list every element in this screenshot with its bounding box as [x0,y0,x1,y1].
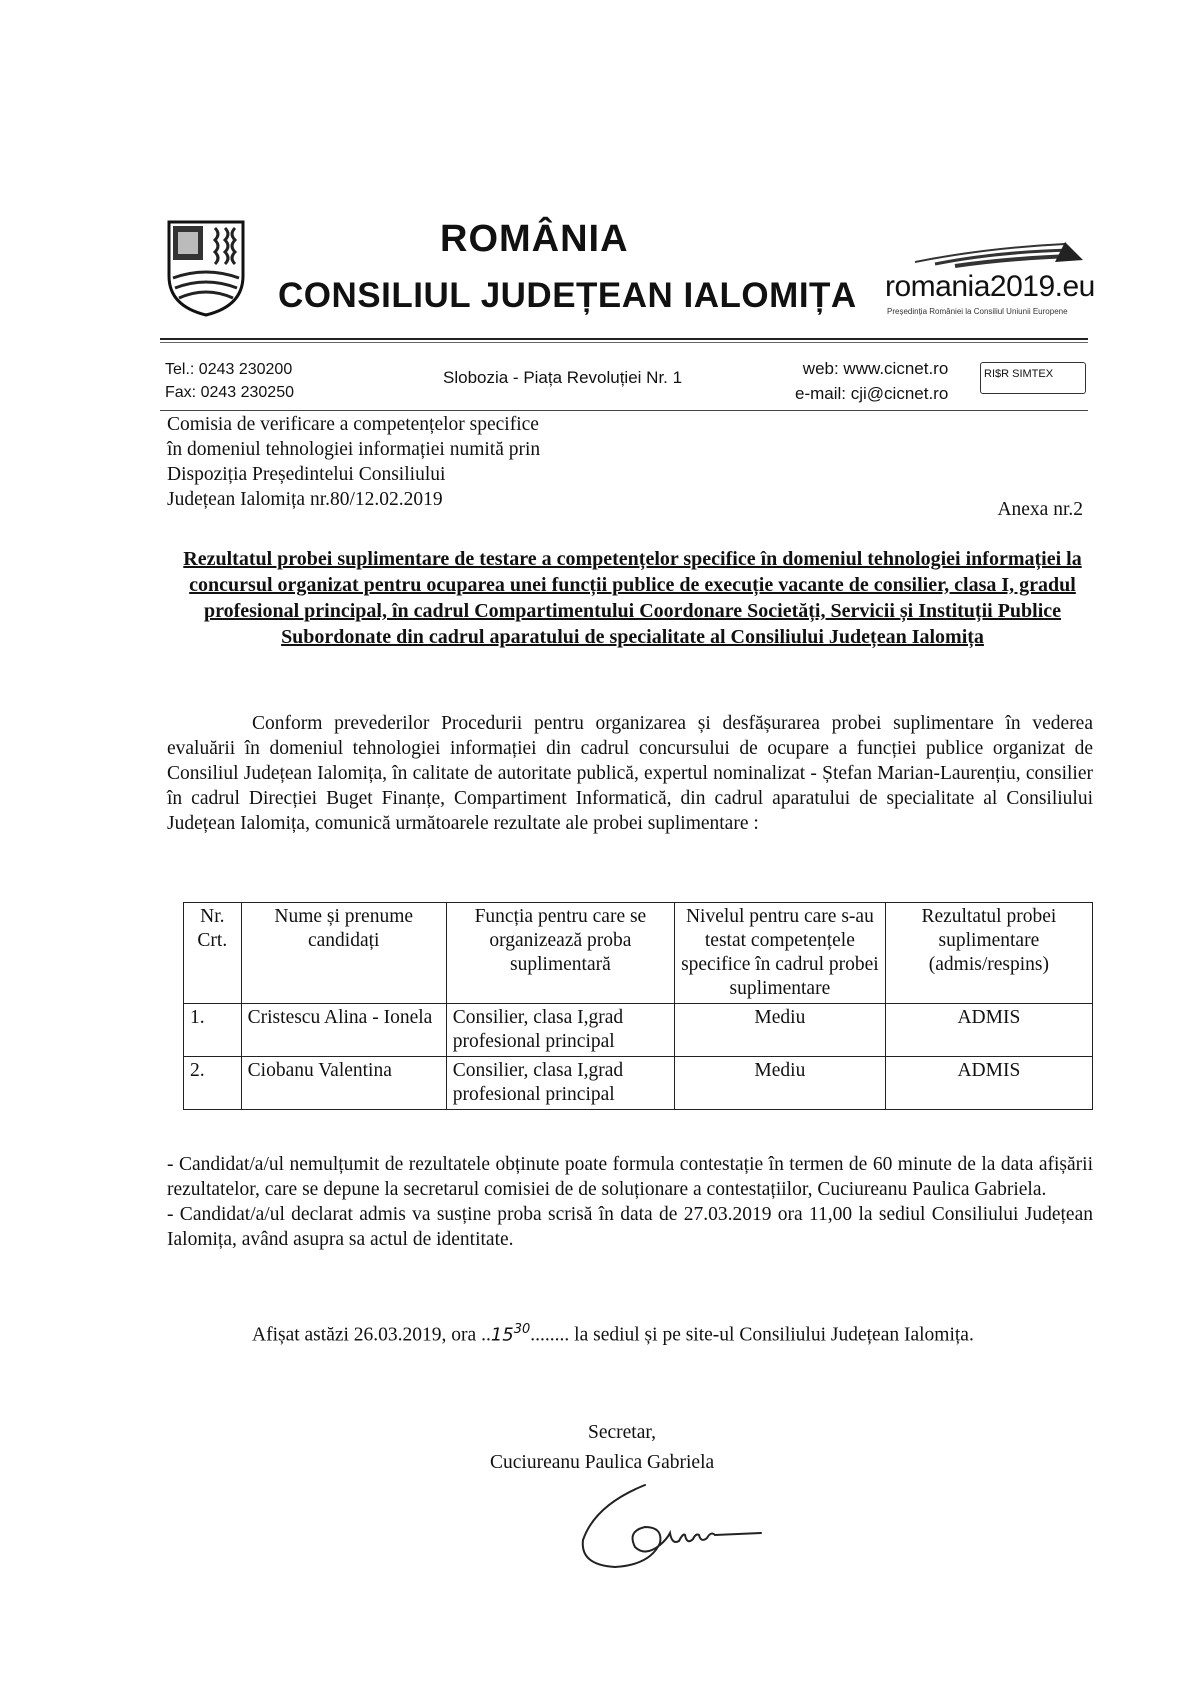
column-header-position: Funcția pentru care se organizează proba suplimentară [446,903,674,1004]
contact-web [795,356,948,406]
county-coat-of-arms-icon [165,218,247,318]
notes-block [167,1152,1093,1252]
column-header-nr: Nr. Crt. [184,903,242,1004]
posted-dots-before: .. [481,1324,491,1346]
phone-number: Tel.: 0243 230200 [165,361,293,378]
header-divider-thin [160,342,1088,343]
commission-line: Județean Ialomița nr.80/12.02.2019 [167,489,443,510]
header-divider [160,338,1088,340]
posted-text-before: Afișat astăzi 26.03.2019, ora [252,1324,482,1346]
intro-paragraph: Conform prevederilor Procedurii pentru organizarea și desfășurarea probei suplimentare în vederea evaluării în domeniul tehnologiei informației din cadrul concursului de ocupare a funcției publice organizat de Consiliul Județean Ialomița, în calitate de autoritate publică, expertul nominalizat - Ștefan Marian-Laurențiu, consilier în cadrul Direcției Buget Finanțe, Compartiment Informatică, din cadrul aparatului de specialitate al Consiliului Județean Ialomița, comunică următoarele rezultate ale probei suplimentare : [167,713,1093,834]
cell-result: ADMIS [885,1057,1092,1110]
posted-statement [167,1316,1093,1350]
commission-line: Comisia de verificare a competențelor specifice [167,414,539,435]
eu-presidency-flag-icon [915,240,1085,268]
commission-block [167,412,540,512]
results-table [183,902,1093,1110]
fax-number: Fax: 0243 230250 [165,384,294,401]
presidency-logo-text: romania2019.eu [885,270,1095,303]
contact-phones [165,358,294,404]
table-row [184,1004,1093,1057]
cell-nr: 2. [184,1057,242,1110]
posted-dots: ........ [530,1324,570,1346]
column-header-level: Nivelul pentru care s-au testat competențele specifice în cadrul probei suplimentare [675,903,886,1004]
commission-line: în domeniul tehnologiei informației numită prin [167,439,541,460]
annex-number: Anexa nr.2 [997,499,1083,520]
handwritten-signature [575,1465,765,1575]
table-row [184,1057,1093,1110]
signatory-role: Secretar, [588,1422,656,1443]
cell-nr: 1. [184,1004,242,1057]
column-header-name: Nume și prenume candidați [241,903,446,1004]
posted-text-after: la sediul și pe site-ul Consiliului Județean Ialomița. [569,1324,974,1346]
signatory-name: Cuciureanu Paulica Gabriela [490,1452,715,1473]
cell-position: Consilier, clasa I,grad profesional principal [446,1004,674,1057]
cell-position: Consilier, clasa I,grad profesional principal [446,1057,674,1110]
contact-divider [160,410,1088,411]
document-title: Rezultatul probei suplimentare de testare a competențelor specifice în domeniul tehnologiei informației la concursul organizat pentru ocuparea unei funcții publice de execuție vacante de consilier, clasa I, gradul profesional principal, în cadrul Compartimentului Coordonare Societăți, Servicii și Instituții Publice Subordonate din cadrul aparatului de specialitate al Consiliului Județean Ialomița [183,548,1082,648]
cell-level: Mediu [675,1004,886,1057]
column-header-result: Rezultatul probei suplimentare (admis/respins) [885,903,1092,1004]
web-address: web: www.cicnet.ro [802,359,949,378]
note-contestation: - Candidat/a/ul nemulțumit de rezultatele obținute poate formula contestație în termen de 60 minute de la data afișării rezultatelor, care se depune la secretarul comisiei de de soluționare a contestațiilor, Cuciureanu Paulica Gabriela. [167,1154,1093,1200]
posted-time-superscript: 30 [513,1322,531,1337]
presidency-logo [885,240,1095,320]
cell-level: Mediu [675,1057,886,1110]
certification-text: RI$R SIMTEX [984,368,1054,380]
posted-time-handwritten: 15 [490,1324,514,1346]
presidency-logo-subtitle: Președinția României la Consiliul Uniunii Europene [887,307,1068,316]
note-written-exam: - Candidat/a/ul declarat admis va susține proba scrisă în data de 27.03.2019 ora 11,00 la sediul Consiliului Județean Ialomița, având asupra sa actul de identitate. [167,1204,1093,1250]
commission-line: Dispoziția Președintelui Consiliului [167,464,446,485]
email-address: e-mail: cji@cicnet.ro [795,384,949,403]
address: Slobozia - Piața Revoluției Nr. 1 [443,368,683,387]
cell-name: Cristescu Alina - Ionela [241,1004,446,1057]
table-header-row [184,903,1093,1004]
header-council-name: CONSILIUL JUDEȚEAN IALOMIȚA [278,276,857,315]
header-country: ROMÂNIA [440,218,629,260]
cell-name: Ciobanu Valentina [241,1057,446,1110]
cell-result: ADMIS [885,1004,1092,1057]
certification-logo [980,350,1088,406]
